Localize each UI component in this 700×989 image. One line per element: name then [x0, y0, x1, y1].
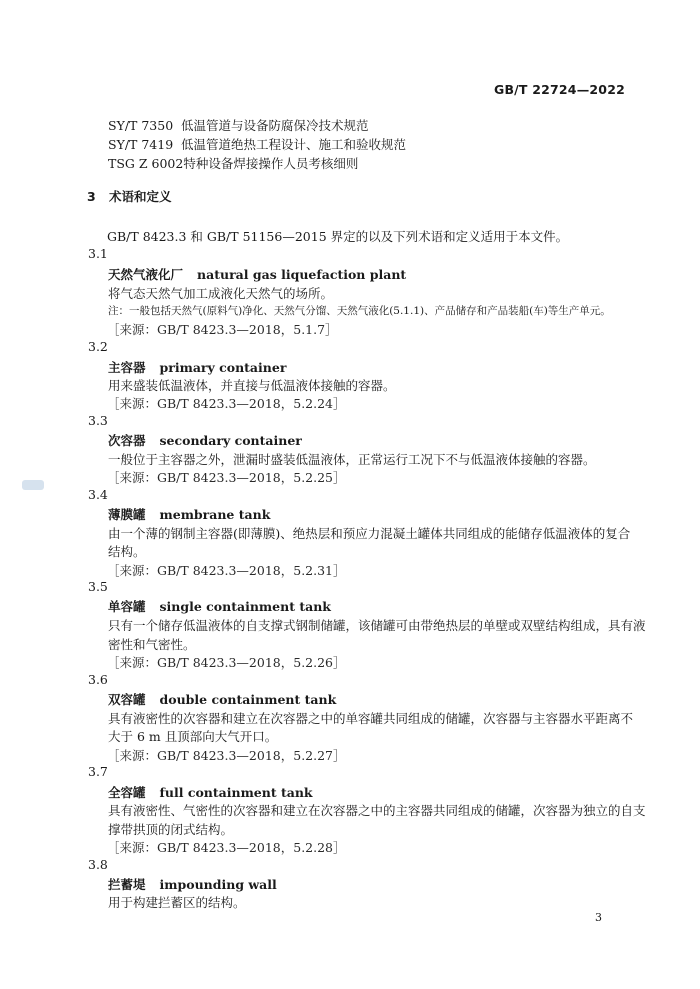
side-watermark-mark	[22, 480, 44, 490]
term-source: ［来源：GB/T 8423.3—2018，5.2.24］	[107, 396, 346, 411]
term-en: membrane tank	[159, 507, 271, 522]
term-zh: 薄膜罐	[108, 507, 146, 522]
term-en: impounding wall	[159, 877, 277, 892]
term-source: ［来源：GB/T 8423.3—2018，5.2.28］	[107, 840, 346, 855]
term-source: ［来源：GB/T 8423.3—2018，5.2.25］	[107, 470, 346, 485]
term-title	[108, 597, 331, 615]
reference-title: 特种设备焊接操作人员考核细则	[183, 156, 359, 171]
term-definition: 用于构建拦蓄区的结构。	[108, 895, 246, 910]
term-definition: 结构。	[108, 544, 146, 559]
term-number: 3.7	[88, 764, 108, 779]
term-title	[108, 265, 406, 283]
term-title	[108, 783, 313, 801]
term-title	[108, 358, 286, 376]
term-en: secondary container	[159, 433, 302, 448]
term-definition: 大于 6 m 且顶部向大气开口。	[108, 729, 278, 744]
term-source: ［来源：GB/T 8423.3—2018，5.2.31］	[107, 563, 346, 578]
term-zh: 次容器	[108, 433, 146, 448]
term-en: natural gas liquefaction plant	[197, 267, 407, 282]
term-source: ［来源：GB/T 8423.3—2018，5.2.26］	[107, 655, 346, 670]
term-title	[108, 875, 277, 893]
page-number: 3	[595, 911, 602, 924]
reference-item	[108, 154, 358, 172]
term-en: double containment tank	[159, 692, 337, 707]
term-en: primary container	[159, 360, 287, 375]
reference-item	[108, 116, 369, 134]
term-en: full containment tank	[159, 785, 313, 800]
reference-code: TSG Z 6002	[108, 156, 184, 171]
term-number: 3.6	[88, 672, 108, 687]
term-zh: 单容罐	[108, 599, 146, 614]
term-source: ［来源：GB/T 8423.3—2018，5.2.27］	[107, 748, 346, 763]
term-definition: 具有液密性、气密性的次容器和建立在次容器之中的主容器共同组成的储罐，次容器为独立的自支	[108, 803, 646, 818]
term-definition: 只有一个储存低温液体的自支撑式钢制储罐，该储罐可由带绝热层的单壁或双壁结构组成，具有液	[108, 618, 646, 633]
term-definition: 用来盛装低温液体，并直接与低温液体接触的容器。	[108, 378, 396, 393]
term-zh: 双容罐	[108, 692, 146, 707]
reference-code: SY/T 7350	[108, 118, 174, 133]
term-zh: 拦蓄堤	[108, 877, 146, 892]
term-note: 注：一般包括天然气(原料气)净化、天然气分馏、天然气液化(5.1.1)、产品储存和产品装船(车)等生产单元。	[108, 305, 611, 317]
term-title	[108, 505, 270, 523]
term-definition: 密性和气密性。	[108, 637, 196, 652]
term-en: single containment tank	[159, 599, 331, 614]
section-title: 术语和定义	[109, 189, 172, 204]
reference-title: 低温管道与设备防腐保冷技术规范	[181, 118, 369, 133]
term-title	[108, 690, 336, 708]
section-number: 3	[87, 189, 96, 204]
term-definition: 具有液密性的次容器和建立在次容器之中的单容罐共同组成的储罐，次容器与主容器水平距离不	[108, 711, 634, 726]
term-number: 3.3	[88, 413, 108, 428]
term-definition: 将气态天然气加工成液化天然气的场所。	[108, 286, 334, 301]
section-intro: GB/T 8423.3 和 GB/T 51156—2015 界定的以及下列术语和定义适用于本文件。	[107, 229, 569, 244]
term-number: 3.2	[88, 339, 108, 354]
term-number: 3.4	[88, 487, 108, 502]
term-number: 3.5	[88, 579, 108, 594]
standard-id: GB/T 22724—2022	[493, 82, 625, 97]
term-title	[108, 431, 302, 449]
term-zh: 主容器	[108, 360, 146, 375]
section-heading	[87, 187, 172, 205]
term-zh: 全容罐	[108, 785, 146, 800]
term-definition: 由一个薄的钢制主容器(即薄膜)、绝热层和预应力混凝土罐体共同组成的能储存低温液体的复合	[108, 526, 631, 541]
term-number: 3.1	[88, 246, 108, 261]
term-source: ［来源：GB/T 8423.3—2018，5.1.7］	[107, 322, 338, 337]
reference-title: 低温管道绝热工程设计、施工和验收规范	[181, 137, 407, 152]
reference-item	[108, 135, 406, 153]
reference-code: SY/T 7419	[108, 137, 174, 152]
term-zh: 天然气液化厂	[108, 267, 184, 282]
term-number: 3.8	[88, 857, 108, 872]
term-definition: 一般位于主容器之外，泄漏时盛装低温液体，正常运行工况下不与低温液体接触的容器。	[108, 452, 596, 467]
term-definition: 撑带拱顶的闭式结构。	[108, 822, 234, 837]
